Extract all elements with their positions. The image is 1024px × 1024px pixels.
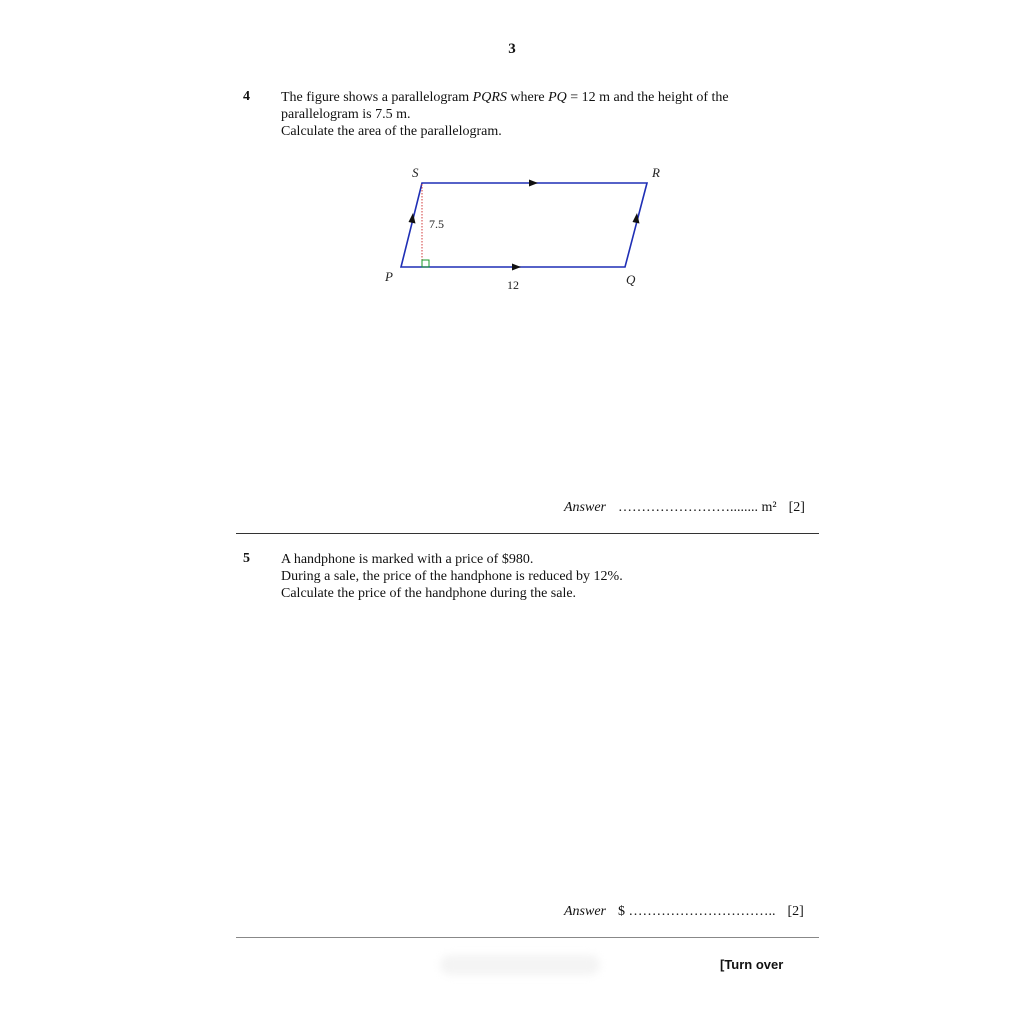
answer-label: Answer: [564, 904, 606, 919]
scan-smudge: [440, 955, 600, 975]
answer-marks: [2]: [788, 500, 805, 515]
arrow-bottom-icon: [512, 264, 521, 271]
question-4-line-2: parallelogram is 7.5 m.: [281, 107, 411, 122]
parallelogram-figure: [0, 0, 1024, 320]
vertex-p-label: P: [385, 269, 393, 284]
question-5-number: 5: [243, 551, 250, 566]
vertex-r-label: R: [652, 165, 660, 180]
answer-unit: m²: [761, 500, 777, 515]
answer-dots: …………………………..: [628, 904, 776, 919]
question-5-line-1: A handphone is marked with a price of $980.: [281, 552, 534, 567]
question-5-text: [281, 551, 801, 602]
turn-over-label: [Turn over: [720, 957, 784, 972]
answer-currency: $: [618, 904, 625, 919]
question-4-number: 4: [243, 89, 250, 104]
vertex-q-label: Q: [626, 272, 636, 287]
height-label: 7.5: [429, 217, 444, 231]
arrow-top-icon: [529, 180, 538, 187]
right-angle-marker: [422, 260, 429, 267]
page-number: 3: [508, 41, 516, 57]
answer-dots: ……………………........: [618, 500, 758, 515]
question-4-line-1: The figure shows a parallelogram PQRS where PQ = 12 m and the height of the: [281, 90, 729, 105]
divider: [236, 533, 819, 534]
vertex-s-label: S: [412, 165, 419, 180]
answer-marks: [2]: [787, 904, 804, 919]
question-4-answer: [564, 500, 805, 516]
base-label: 12: [507, 278, 519, 292]
answer-label: Answer: [564, 500, 606, 515]
question-4-line-3: Calculate the area of the parallelogram.: [281, 124, 502, 139]
question-5-line-2: During a sale, the price of the handphone is reduced by 12%.: [281, 569, 623, 584]
divider: [236, 937, 819, 938]
question-5-line-3: Calculate the price of the handphone during the sale.: [281, 586, 577, 601]
question-5-answer: [564, 904, 804, 920]
